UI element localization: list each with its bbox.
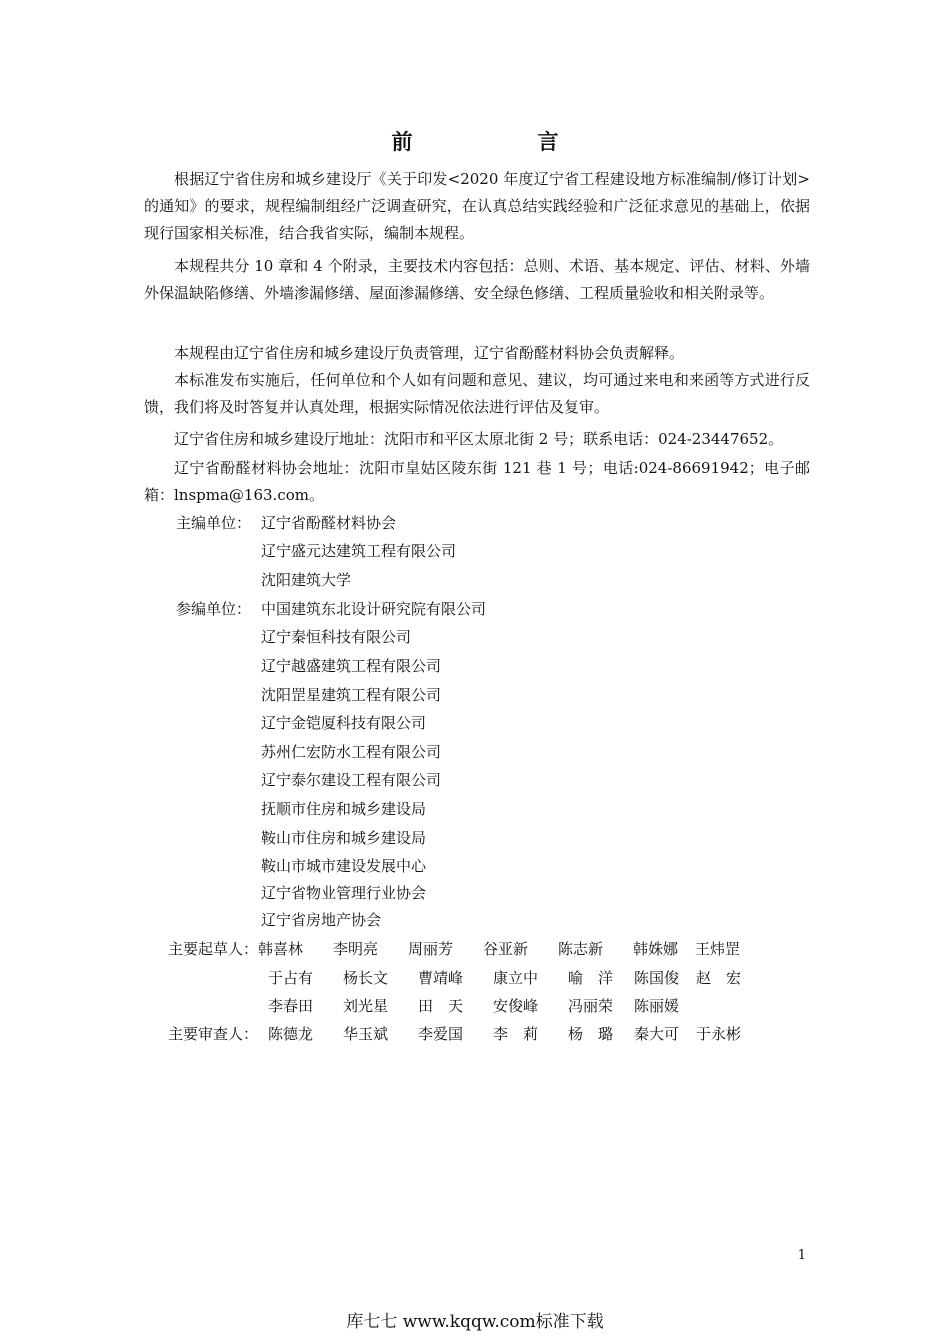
drafters-row: [268, 968, 758, 988]
drafter-name: 曹靖峰: [418, 969, 464, 987]
drafter-name: 李明亮: [333, 940, 379, 958]
reviewer-name: 杨 璐: [568, 1025, 614, 1043]
drafter-name: 陈国俊: [634, 969, 680, 987]
drafter-name: 王炜罡: [695, 940, 741, 958]
participating-unit-item: 辽宁省物业管理行业协会: [261, 884, 427, 902]
drafter-name: 周丽芳: [408, 940, 454, 958]
drafter-name: 冯丽荣: [568, 997, 614, 1015]
reviewer-name: 华玉斌: [343, 1025, 389, 1043]
reviewer-name: 李 莉: [493, 1025, 539, 1043]
drafter-name: 康立中: [493, 969, 539, 987]
reviewer-name: 陈德龙: [268, 1025, 314, 1043]
participating-unit-item: 辽宁泰尔建设工程有限公司: [261, 771, 442, 789]
paragraph-management: 本规程由辽宁省住房和城乡建设厅负责管理，辽宁省酚醛材料协会负责解释。: [174, 344, 685, 362]
drafter-name: 李春田: [268, 997, 314, 1015]
chief-unit-item: 辽宁省酚醛材料协会: [261, 514, 397, 532]
drafter-name: 于占有: [268, 969, 314, 987]
reviewers-label: 主要审查人：: [168, 1025, 259, 1043]
drafter-name: 杨长文: [343, 969, 389, 987]
participating-unit-item: 鞍山市住房和城乡建设局: [261, 829, 427, 847]
chief-unit-item: 沈阳建筑大学: [261, 571, 352, 589]
chief-units-label: 主编单位：: [176, 514, 252, 532]
participating-unit-item: 鞍山市城市建设发展中心: [261, 857, 427, 875]
participating-unit-item: 沈阳罡星建筑工程有限公司: [261, 686, 442, 704]
paragraph-address-assoc: 辽宁省酚醛材料协会地址：沈阳市皇姑区陵东街 121 巷 1 号；电话:024-86691942；电子邮箱：lnspma@163.com。: [144, 459, 810, 504]
drafter-name: 陈丽媛: [634, 997, 680, 1015]
paragraph-intro: 根据辽宁省住房和城乡建设厅《关于印发<2020 年度辽宁省工程建设地方标准编制/修订计划>的通知》的要求，规程编制组经广泛调查研究，在认真总结实践经验和广泛征求意见的基础上，依据现行国家相关标准，结合我省实际，编制本规程。: [144, 170, 810, 242]
paragraph-feedback: 本标准发布实施后，任何单位和个人如有问题和意见、建议，均可通过来电和来函等方式进行反馈，我们将及时答复并认真处理，根据实际情况依法进行评估及复审。: [144, 371, 810, 416]
reviewer-name: 秦大可: [634, 1025, 680, 1043]
participating-unit-item: 中国建筑东北设计研究院有限公司: [261, 600, 487, 618]
drafter-name: 安俊峰: [493, 997, 539, 1015]
participating-unit-item: 辽宁省房地产协会: [261, 911, 382, 929]
drafter-name: 韩姝娜: [633, 940, 679, 958]
drafter-name: 韩喜林: [258, 940, 304, 958]
watermark-footer: 库七七 www.kqqw.com标准下载: [346, 1312, 604, 1332]
participating-unit-item: 苏州仁宏防水工程有限公司: [261, 743, 442, 761]
paragraph-address-dept: 辽宁省住房和城乡建设厅地址：沈阳市和平区太原北街 2 号；联系电话：024-23447652。: [174, 430, 784, 448]
participating-units-label: 参编单位：: [176, 600, 252, 618]
chief-unit-item: 辽宁盛元达建筑工程有限公司: [261, 542, 457, 560]
participating-unit-item: 抚顺市住房和城乡建设局: [261, 800, 427, 818]
drafter-name: 赵 宏: [696, 969, 742, 987]
participating-unit-item: 辽宁越盛建筑工程有限公司: [261, 657, 442, 675]
drafters-label: 主要起草人：: [168, 940, 259, 958]
drafter-name: 刘光星: [343, 997, 389, 1015]
participating-unit-item: 辽宁金铠厦科技有限公司: [261, 714, 427, 732]
reviewers-row: [268, 1024, 758, 1044]
drafter-name: 喻 洋: [568, 969, 614, 987]
reviewer-name: 李爱国: [418, 1025, 464, 1043]
drafters-row: [268, 996, 696, 1016]
paragraph-contents: 本规程共分 10 章和 4 个附录，主要技术内容包括：总则、术语、基本规定、评估、材料、外墙外保温缺陷修缮、外墙渗漏修缮、屋面渗漏修缮、安全绿色修缮、工程质量验收和相关附录等。: [144, 257, 810, 302]
reviewer-name: 于永彬: [696, 1025, 742, 1043]
drafter-name: 陈志新: [558, 940, 604, 958]
drafter-name: 田 天: [418, 997, 464, 1015]
page-title: 前 言: [391, 129, 611, 154]
drafters-row: [258, 939, 757, 959]
participating-unit-item: 辽宁秦恒科技有限公司: [261, 628, 412, 646]
drafter-name: 谷亚新: [483, 940, 529, 958]
page-number: 1: [797, 1248, 806, 1263]
